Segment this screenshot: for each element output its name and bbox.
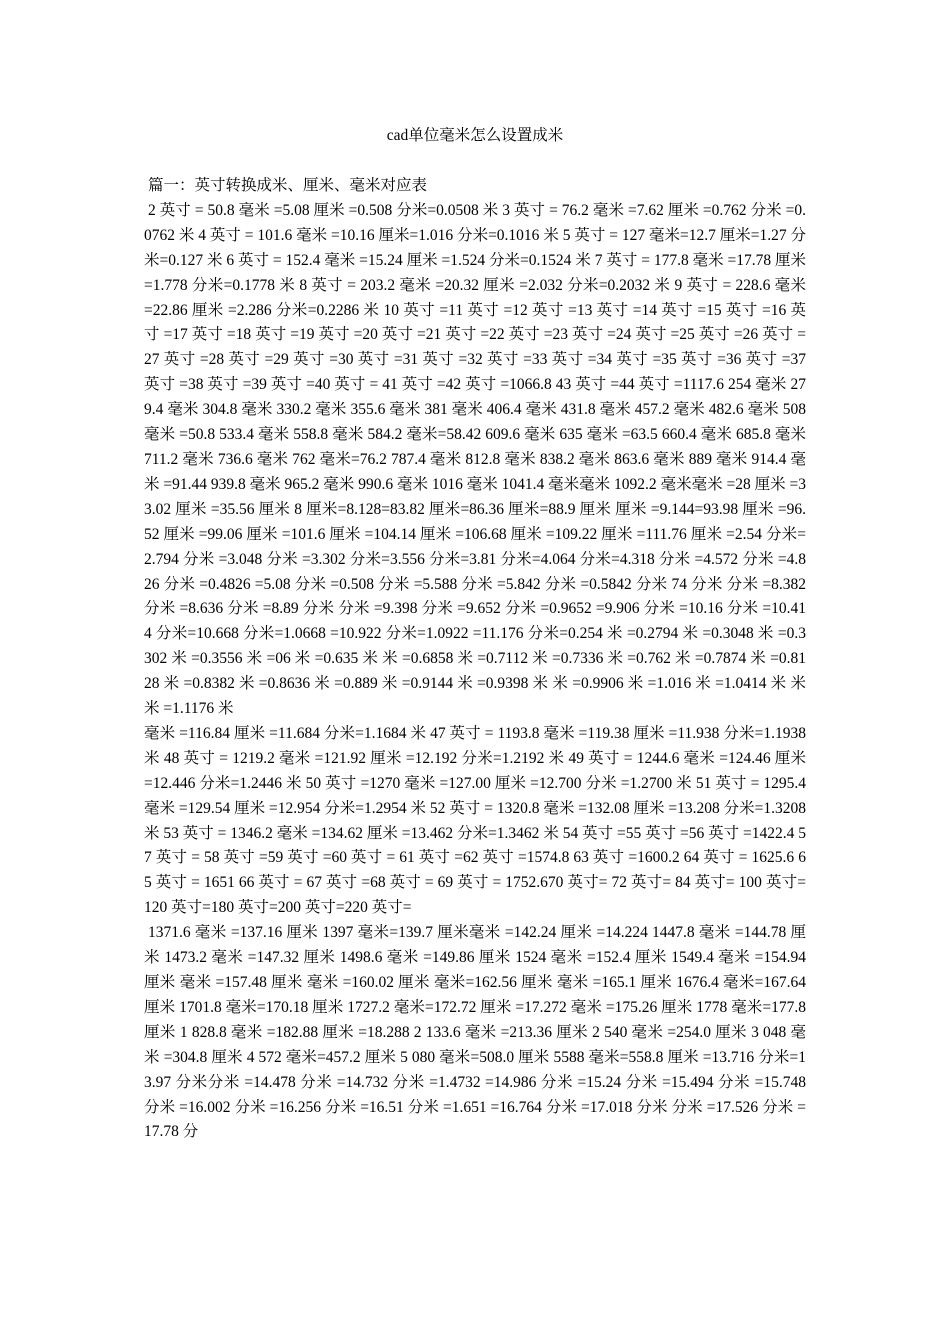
document-body	[144, 174, 806, 1145]
section-heading: 篇一：英寸转换成米、厘米、毫米对应表	[148, 177, 428, 194]
conversion-paragraph-3: 1371.6 毫米 =137.16 厘米 1397 毫米=139.7 厘米毫米 =142.24 厘米 =14.224 1447.8 毫米 =144.78 厘米 1473.2 毫米 =147.32 厘米 1498.6 毫米 =149.86 厘米 1524 毫米 =152.4 厘米 1549.4 毫米 =154.94 厘米 毫米 =157.48 厘米 毫米 =160.02 厘米 毫米=162.56 厘米 毫米 =165.1 厘米 1676.4 毫米=167.64 厘米 1701.8 毫米=170.18 厘米 1727.2 毫米=172.72 厘米 =17.272 毫米 =175.26 厘米 1778 毫米=177.8 厘米 1 828.8 毫米 =182.88 厘米 =18.288 2 133.6 毫米 =213.36 厘米 2 540 毫米 =254.0 厘米 3 048 毫米 =304.8 厘米 4 572 毫米=457.2 厘米 5 080 毫米=508.0 厘米 5588 毫米=558.8 厘米 =13.716 分米=13.97 分米分米 =14.478 分米 =14.732 分米 =1.4732 =14.986 分米 =15.24 分米 =15.494 分米 =15.748 分米 =16.002 分米 =16.256 分米 =16.51 分米 =1.651 =16.764 分米 =17.018 分米 分米 =17.526 分米 =17.78 分	[144, 924, 806, 1141]
document-title: cad单位毫米怎么设置成米	[386, 127, 564, 144]
conversion-paragraph-2: 毫米 =116.84 厘米 =11.684 分米=1.1684 米 47 英寸 = 1193.8 毫米 =119.38 厘米 =11.938 分米=1.1938 米 48 英寸 = 1219.2 毫米 =121.92 厘米 =12.192 分米=1.2192 米 49 英寸 = 1244.6 毫米 =124.46 厘米 =12.446 分米=1.2446 米 50 英寸 =1270 毫米 =127.00 厘米 =12.700 分米 =1.2700 米 51 英寸 = 1295.4 毫米 =129.54 厘米 =12.954 分米=1.2954 米 52 英寸 = 1320.8 毫米 =132.08 厘米 =13.208 分米=1.3208 米 53 英寸 = 1346.2 毫米 =134.62 厘米 =13.462 分米=1.3462 米 54 英寸 =55 英寸 =56 英寸 =1422.4 57 英寸 = 58 英寸 =59 英寸 =60 英寸 = 61 英寸 =62 英寸 =1574.8 63 英寸 =1600.2 64 英寸 = 1625.6 65 英寸 = 1651 66 英寸 = 67 英寸 =68 英寸 = 69 英寸 = 1752.670 英寸= 72 英寸= 84 英寸= 100 英寸=120 英寸=180 英寸=200 英寸=220 英寸=	[144, 724, 806, 917]
conversion-paragraph-1: 2 英寸 = 50.8 毫米 =5.08 厘米 =0.508 分米=0.0508 米 3 英寸 = 76.2 毫米 =7.62 厘米 =0.762 分米 =0.0762 米 4 英寸 = 101.6 毫米 =10.16 厘米=1.016 分米=0.1016 米 5 英寸 = 127 毫米=12.7 厘米=1.27 分米=0.127 米 6 英寸 = 152.4 毫米 =15.24 厘米 =1.524 分米=0.1524 米 7 英寸 = 177.8 毫米 =17.78 厘米 =1.778 分米=0.1778 米 8 英寸 = 203.2 毫米 =20.32 厘米 =2.032 分米=0.2032 米 9 英寸 = 228.6 毫米 =22.86 厘米 =2.286 分米=0.2286 米 10 英寸 =11 英寸 =12 英寸 =13 英寸 =14 英寸 =15 英寸 =16 英寸 =17 英寸 =18 英寸 =19 英寸 =20 英寸 =21 英寸 =22 英寸 =23 英寸 =24 英寸 =25 英寸 =26 英寸 =27 英寸 =28 英寸 =29 英寸 =30 英寸 =31 英寸 =32 英寸 =33 英寸 =34 英寸 =35 英寸 =36 英寸 =37 英寸 =38 英寸 =39 英寸 =40 英寸 = 41 英寸 =42 英寸 =1066.8 43 英寸 =44 英寸 =1117.6 254 毫米 279.4 毫米 304.8 毫米 330.2 毫米 355.6 毫米 381 毫米 406.4 毫米 431.8 毫米 457.2 毫米 482.6 毫米 508 毫米 =50.8 533.4 毫米 558.8 毫米 584.2 毫米=58.42 609.6 毫米 635 毫米 =63.5 660.4 毫米 685.8 毫米 711.2 毫米 736.6 毫米 762 毫米=76.2 787.4 毫米 812.8 毫米 838.2 毫米 863.6 毫米 889 毫米 914.4 毫米 =91.44 939.8 毫米 965.2 毫米 990.6 毫米 1016 毫米 1041.4 毫米毫米 1092.2 毫米毫米 =28 厘米 =33.02 厘米 =35.56 厘米 8 厘米=8.128=83.82 厘米=86.36 厘米=88.9 厘米 厘米 =9.144=93.98 厘米 =96.52 厘米 =99.06 厘米 =101.6 厘米 =104.14 厘米 =106.68 厘米 =109.22 厘米 =111.76 厘米 =2.54 分米=2.794 分米 =3.048 分米 =3.302 分米=3.556 分米=3.81 分米=4.064 分米=4.318 分米 =4.572 分米 =4.826 分米 =0.4826 =5.08 分米 =0.508 分米 =5.588 分米 =5.842 分米 =0.5842 分米 74 分米 分米 =8.382 分米 =8.636 分米 =8.89 分米 分米 =9.398 分米 =9.652 分米 =0.9652 =9.906 分米 =10.16 分米 =10.414 分米=10.668 分米=1.0668 =10.922 分米=1.0922 =11.176 分米=0.254 米 =0.2794 米 =0.3048 米 =0.3302 米 =0.3556 米 =06 米 =0.635 米 米 =0.6858 米 =0.7112 米 =0.7336 米 =0.762 米 =0.7874 米 =0.8128 米 =0.8382 米 =0.8636 米 =0.889 米 =0.9144 米 =0.9398 米 米 =0.9906 米 =1.016 米 =1.0414 米 米 米 =1.1176 米	[144, 201, 806, 718]
